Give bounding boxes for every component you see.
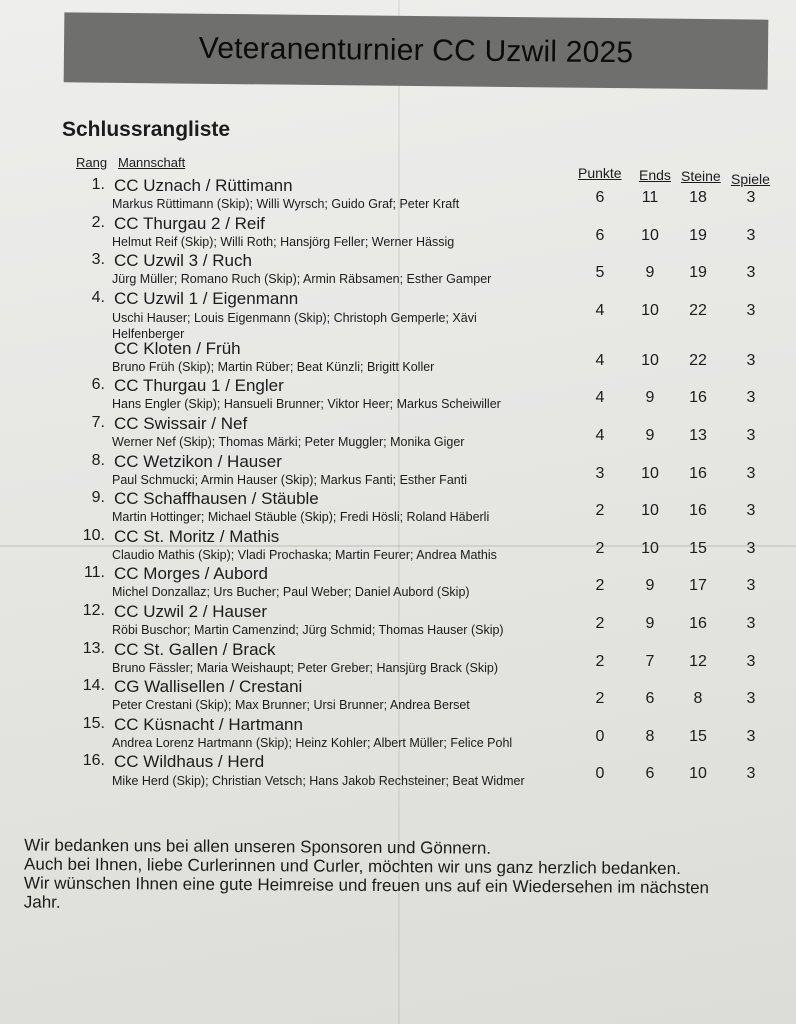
ends-value: 10 — [641, 464, 659, 482]
table-row — [50, 451, 790, 489]
ends-value: 7 — [645, 652, 655, 670]
team-players: Röbi Buschor; Martin Camenzind; Jürg Schmid; Thomas Hauser (Skip) — [112, 622, 504, 637]
header-points: Punkte — [578, 165, 622, 181]
points-value: 0 — [595, 727, 605, 745]
table-row — [50, 488, 790, 526]
points-value: 4 — [595, 301, 605, 319]
rank: 11. — [83, 564, 105, 582]
table-row — [50, 288, 790, 341]
team-name: CC Thurgau 2 / Reif — [114, 213, 265, 233]
team-name: CC Uznach / Rüttimann — [114, 176, 293, 195]
rank: 15. — [82, 714, 105, 732]
stones-value: 16 — [689, 614, 707, 632]
team-players: Werner Nef (Skip); Thomas Märki; Peter Muggler; Monika Giger — [112, 434, 465, 449]
points-value: 4 — [595, 351, 605, 369]
stones-value: 22 — [689, 351, 707, 369]
ends-value: 10 — [641, 351, 659, 369]
team-players: Bruno Früh (Skip); Martin Rüber; Beat Künzli; Brigitt Koller — [112, 359, 435, 374]
games-value: 3 — [746, 226, 756, 244]
points-value: 6 — [595, 189, 605, 206]
team-name: CC Kloten / Früh — [114, 338, 241, 358]
games-value: 3 — [746, 502, 756, 520]
team-players: Mike Herd (Skip); Christian Vetsch; Hans Jakob Rechsteiner; Beat Widmer — [112, 774, 525, 789]
table-row — [50, 639, 790, 677]
team-players: Bruno Fässler; Maria Weishaupt; Peter Greber; Hansjürg Brack (Skip) — [112, 660, 499, 675]
ends-value: 10 — [641, 539, 659, 557]
rank: 9. — [91, 489, 105, 507]
games-value: 3 — [746, 614, 756, 632]
header-rank: Rang — [76, 155, 108, 170]
stones-value: 16 — [689, 464, 707, 482]
footer-line: Wir wünschen Ihnen eine gute Heimreise und freuen uns auf ein Wiedersehen im nächsten Jahr. — [23, 873, 710, 912]
footer-line: Wir bedanken uns bei allen unseren Sponsoren und Gönnern. — [24, 835, 492, 858]
rank: 3. — [91, 251, 105, 269]
stones-value: 18 — [689, 189, 707, 206]
document-title: Veteranenturnier CC Uzwil 2025 — [198, 31, 634, 70]
ends-value: 9 — [645, 264, 655, 282]
stones-value: 13 — [689, 426, 707, 444]
table-row — [50, 526, 790, 564]
table-row — [50, 676, 790, 714]
ends-value: 6 — [645, 690, 655, 708]
stones-value: 12 — [689, 652, 707, 670]
team-players: Uschi Hauser; Louis Eigenmann (Skip); Christoph Gemperle; Xävi Helfenberger — [112, 310, 477, 341]
games-value: 3 — [746, 727, 756, 745]
header-games: Spiele — [731, 171, 770, 187]
games-value: 3 — [746, 652, 756, 670]
points-value: 2 — [595, 502, 605, 520]
team-name: CC Wetzikon / Hauser — [114, 451, 282, 471]
points-value: 4 — [595, 389, 605, 407]
stones-value: 19 — [689, 264, 707, 282]
rank: 4. — [91, 288, 105, 306]
team-players: Paul Schmucki; Armin Hauser (Skip); Markus Fanti; Esther Fanti — [112, 472, 467, 487]
team-players: Markus Rüttimann (Skip); Willi Wyrsch; Guido Graf; Peter Kraft — [112, 197, 460, 211]
points-value: 4 — [595, 426, 605, 444]
ends-value: 9 — [645, 426, 655, 444]
rank: 14. — [82, 677, 105, 695]
ends-value: 10 — [641, 226, 659, 244]
games-value: 3 — [746, 351, 756, 369]
table-row — [50, 338, 790, 376]
stones-value: 15 — [689, 727, 707, 745]
title-banner — [64, 12, 769, 89]
team-name: CC Wildhaus / Herd — [114, 752, 265, 772]
team-name: CC Swissair / Nef — [114, 413, 248, 433]
games-value: 3 — [746, 189, 756, 206]
points-value: 3 — [595, 464, 605, 482]
stones-value: 19 — [689, 226, 707, 244]
team-players: Peter Crestani (Skip); Max Brunner; Ursi Brunner; Andrea Berset — [112, 698, 470, 713]
stones-value: 17 — [689, 577, 707, 595]
ranking-heading: Schlussrangliste — [62, 118, 231, 141]
stones-value: 8 — [693, 690, 703, 708]
ends-value: 10 — [641, 301, 659, 319]
header-stones: Steine — [681, 168, 721, 184]
games-value: 3 — [746, 539, 756, 557]
table-row — [50, 375, 790, 413]
games-value: 3 — [746, 765, 756, 783]
rank: 1. — [91, 176, 105, 193]
team-name: CC Uzwil 1 / Eigenmann — [114, 288, 299, 308]
team-players: Helmut Reif (Skip); Willi Roth; Hansjörg Feller; Werner Hässig — [112, 234, 455, 249]
header-team: Mannschaft — [118, 155, 186, 170]
games-value: 3 — [746, 690, 756, 708]
rank: 6. — [91, 376, 105, 394]
team-players: Hans Engler (Skip); Hansueli Brunner; Viktor Heer; Markus Scheiwiller — [112, 397, 501, 412]
stones-value: 22 — [689, 301, 707, 319]
team-players: Michel Donzallaz; Urs Bucher; Paul Weber; Daniel Aubord (Skip) — [112, 585, 470, 600]
ends-value: 6 — [645, 765, 655, 783]
games-value: 3 — [746, 264, 756, 282]
games-value: 3 — [746, 426, 756, 444]
games-value: 3 — [746, 577, 756, 595]
team-name: CC Morges / Aubord — [114, 564, 269, 584]
table-row — [50, 213, 790, 251]
team-players: Andrea Lorenz Hartmann (Skip); Heinz Kohler; Albert Müller; Felice Pohl — [112, 735, 513, 750]
points-value: 2 — [595, 539, 605, 557]
rank: 12. — [82, 601, 105, 619]
stones-value: 10 — [689, 765, 707, 783]
rank: 10. — [82, 526, 105, 544]
stones-value: 16 — [689, 389, 707, 407]
games-value: 3 — [746, 389, 756, 407]
points-value: 5 — [595, 264, 605, 282]
table-row — [50, 175, 790, 213]
points-value: 6 — [595, 226, 605, 244]
table-row — [50, 751, 790, 801]
ends-value: 10 — [641, 502, 659, 520]
team-name: CC St. Gallen / Brack — [114, 639, 276, 659]
points-value: 2 — [595, 614, 605, 632]
rank: 2. — [91, 213, 105, 231]
team-name: CG Wallisellen / Crestani — [114, 677, 303, 697]
team-name: CC Küsnacht / Hartmann — [114, 714, 303, 734]
ends-value: 11 — [641, 189, 659, 206]
rank: 13. — [82, 639, 105, 657]
rank: 7. — [91, 413, 105, 431]
ranking-table — [50, 175, 790, 801]
header-ends: Ends — [639, 167, 671, 183]
games-value: 3 — [746, 301, 756, 319]
points-value: 2 — [595, 652, 605, 670]
table-row — [50, 714, 790, 752]
table-row — [50, 250, 790, 288]
stones-value: 15 — [689, 539, 707, 557]
team-name: CC Uzwil 3 / Ruch — [114, 251, 252, 271]
team-name: CC Thurgau 1 / Engler — [114, 376, 284, 396]
points-value: 2 — [595, 690, 605, 708]
ends-value: 9 — [645, 389, 655, 407]
table-row — [50, 601, 790, 639]
points-value: 0 — [595, 765, 605, 783]
team-name: CC Uzwil 2 / Hauser — [114, 601, 268, 621]
team-name: CC Schaffhausen / Stäuble — [114, 489, 319, 509]
team-players: Claudio Mathis (Skip); Vladi Prochaska; Martin Feurer; Andrea Mathis — [112, 547, 497, 562]
closing-message — [24, 835, 745, 916]
points-value: 2 — [595, 577, 605, 595]
ends-value: 8 — [645, 727, 655, 745]
rank: 16. — [82, 752, 105, 770]
table-row — [50, 563, 790, 601]
team-name: CC St. Moritz / Mathis — [114, 526, 280, 546]
team-players: Martin Hottinger; Michael Stäuble (Skip); Fredi Hösli; Roland Häberli — [112, 510, 490, 525]
rank: 8. — [91, 451, 105, 469]
footer-line: Auch bei Ihnen, liebe Curlerinnen und Curler, möchten wir uns ganz herzlich bedanken. — [24, 854, 681, 879]
games-value: 3 — [746, 464, 756, 482]
ends-value: 9 — [645, 614, 655, 632]
ends-value: 9 — [645, 577, 655, 595]
stones-value: 16 — [689, 502, 707, 520]
team-players: Jürg Müller; Romano Ruch (Skip); Armin Räbsamen; Esther Gamper — [112, 272, 492, 287]
table-row — [50, 413, 790, 451]
